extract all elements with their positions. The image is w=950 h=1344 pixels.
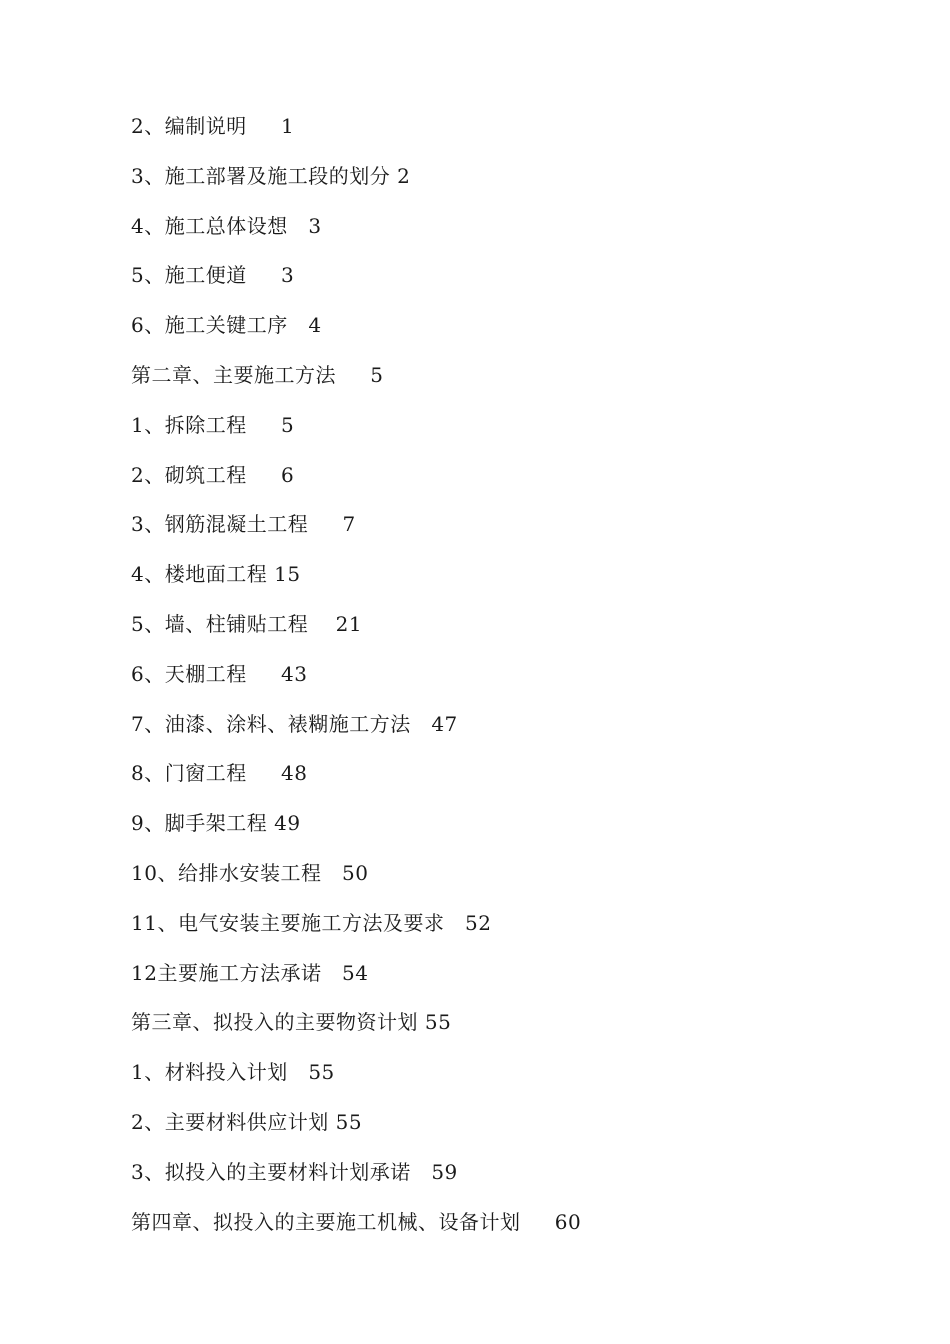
toc-entry (131, 708, 581, 758)
toc-entry-title: 5、墙、柱铺贴工程 (131, 611, 309, 636)
toc-entry-page: 7 (342, 512, 356, 537)
toc-entry-gap (329, 1110, 336, 1134)
toc-entry (131, 907, 581, 957)
toc-entry (131, 1106, 581, 1156)
toc-entry-title: 3、钢筋混凝土工程 (131, 512, 309, 537)
toc-entry-page: 6 (281, 462, 295, 487)
toc-entry-page: 43 (281, 661, 308, 686)
toc-entry (131, 210, 581, 260)
toc-entry (131, 957, 581, 1007)
toc-entry-page: 2 (397, 163, 411, 188)
toc-entry (131, 259, 581, 309)
toc-entry-title: 11、电气安装主要施工方法及要求 (131, 910, 445, 935)
toc-entry (131, 110, 581, 160)
toc-entry-title: 4、施工总体设想 (131, 213, 288, 238)
toc-entry (131, 857, 581, 907)
toc-entry-gap (321, 861, 342, 885)
toc-entry-gap (336, 363, 370, 387)
toc-entry-gap (247, 463, 281, 487)
toc-entry-title: 12主要施工方法承诺 (131, 960, 322, 985)
toc-entry (131, 608, 581, 658)
toc-entry (131, 658, 581, 708)
toc-entry-page: 48 (281, 761, 308, 786)
toc-entry-page: 21 (335, 611, 363, 636)
toc-entry-gap (247, 263, 281, 287)
toc-entry-title: 8、门窗工程 (131, 761, 247, 786)
toc-entry-title: 2、砌筑工程 (131, 462, 247, 487)
toc-entry (131, 309, 581, 359)
toc-entry-title: 7、油漆、涂料、裱糊施工方法 (131, 711, 411, 736)
toc-entry-title: 1、拆除工程 (131, 412, 247, 437)
toc-entry (131, 807, 581, 857)
toc-entry-title: 5、施工便道 (131, 263, 247, 288)
toc-entry (131, 558, 581, 608)
toc-entry-page: 3 (281, 263, 295, 288)
toc-entry (131, 1056, 581, 1106)
toc-entry (131, 459, 581, 509)
toc-entry-gap (247, 114, 281, 138)
toc-entry-page: 50 (342, 860, 369, 885)
toc-entry-title: 第四章、拟投入的主要施工机械、设备计划 (131, 1209, 521, 1234)
toc-entry-gap (288, 1060, 309, 1084)
toc-entry-gap (521, 1210, 555, 1234)
table-of-contents (131, 110, 581, 1255)
toc-entry-title: 4、楼地面工程 (131, 562, 268, 587)
toc-entry-page: 60 (554, 1209, 582, 1234)
toc-entry-title: 10、给排水安装工程 (131, 860, 322, 885)
toc-entry-page: 3 (308, 213, 322, 238)
toc-entry-page: 47 (431, 711, 458, 736)
toc-entry (131, 160, 581, 210)
toc-entry-title: 6、天棚工程 (131, 661, 247, 686)
toc-entry-gap (444, 911, 465, 935)
toc-entry-gap (411, 1160, 432, 1184)
toc-chapter-heading (131, 1006, 581, 1056)
toc-entry-title: 2、主要材料供应计划 (131, 1109, 329, 1134)
toc-entry-gap (288, 214, 309, 238)
toc-entry-gap (247, 761, 281, 785)
toc-entry-page: 54 (342, 960, 369, 985)
toc-chapter-heading (131, 1206, 581, 1256)
toc-entry-title: 6、施工关键工序 (131, 313, 288, 338)
toc-entry-gap (411, 712, 432, 736)
toc-entry (131, 508, 581, 558)
toc-entry-page: 55 (335, 1109, 363, 1134)
toc-entry (131, 1156, 581, 1206)
toc-entry-page: 59 (431, 1159, 458, 1184)
toc-entry-gap (308, 512, 342, 536)
toc-entry-title: 1、材料投入计划 (131, 1060, 288, 1085)
toc-entry-page: 55 (424, 1010, 452, 1035)
toc-entry-page: 15 (274, 562, 301, 587)
toc-entry-title: 第三章、拟投入的主要物资计划 (131, 1010, 418, 1035)
toc-entry-title: 2、编制说明 (131, 114, 247, 138)
toc-entry-gap (321, 961, 342, 985)
toc-entry-gap (247, 662, 281, 686)
toc-entry-page: 5 (281, 412, 295, 437)
toc-entry-gap (418, 1010, 425, 1034)
toc-entry (131, 409, 581, 459)
toc-entry-gap (247, 413, 281, 437)
toc-entry (131, 757, 581, 807)
toc-entry-page: 1 (281, 114, 295, 138)
toc-entry-page: 4 (308, 313, 322, 338)
toc-entry-page: 49 (274, 811, 301, 836)
toc-entry-title: 3、拟投入的主要材料计划承诺 (131, 1159, 411, 1184)
toc-entry-title: 9、脚手架工程 (131, 811, 268, 836)
toc-entry-title: 第二章、主要施工方法 (131, 362, 336, 387)
toc-entry-page: 52 (465, 910, 492, 935)
toc-chapter-heading (131, 359, 581, 409)
toc-entry-gap (308, 612, 335, 636)
toc-entry-page: 5 (370, 362, 384, 387)
toc-entry-gap (288, 313, 309, 337)
toc-entry-page: 55 (308, 1060, 335, 1085)
toc-entry-title: 3、施工部署及施工段的划分 (131, 163, 391, 188)
